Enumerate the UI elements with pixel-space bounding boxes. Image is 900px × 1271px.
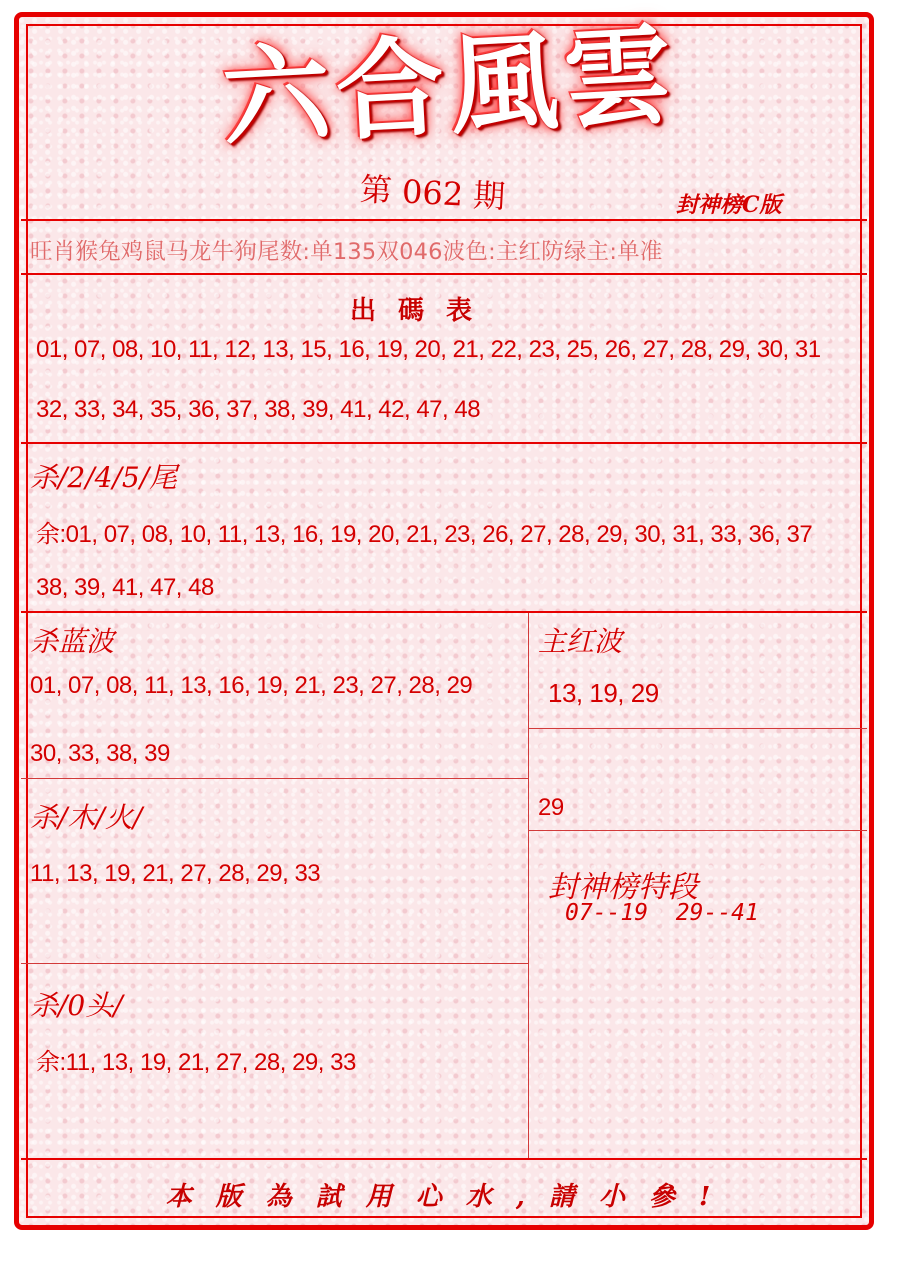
- code-table-line-1: 01, 07, 08, 10, 11, 12, 13, 15, 16, 19, 20, 21, 22, 23, 25, 26, 27, 28, 29, 30, 31: [36, 336, 821, 363]
- divider-blue: [21, 778, 528, 779]
- divider-code-table: [21, 442, 867, 444]
- code-table-title: 出碼表: [350, 296, 495, 326]
- single-value: 29: [538, 794, 564, 821]
- kill-tail-line-1: 余:01, 07, 08, 10, 11, 13, 16, 19, 20, 21, 23, 26, 27, 28, 29, 30, 31, 33, 36, 37: [36, 521, 813, 548]
- footer-note: 本版為試用心水,請小參!: [165, 1182, 735, 1212]
- main-red-heading: 主红波: [538, 625, 623, 658]
- kill-tail-line-2: 38, 39, 41, 47, 48: [36, 574, 214, 601]
- kill-zero-head-heading: 杀/0头/: [30, 989, 123, 1022]
- divider-kill-tail: [21, 611, 867, 613]
- divider-red: [529, 728, 867, 729]
- kill-blue-line-2: 30, 33, 38, 39: [30, 740, 170, 767]
- edition-label: 封神榜C版: [676, 192, 782, 218]
- divider-footer: [21, 1158, 867, 1160]
- kill-zero-head-values: 余:11, 13, 19, 21, 27, 28, 29, 33: [36, 1049, 356, 1076]
- divider-woodfire: [21, 963, 528, 964]
- period-label: 第 062 期: [359, 170, 507, 216]
- tip-line: 旺肖猴兔鸡鼠马龙牛狗尾数:单135双046波色:主红防绿主:单准: [30, 239, 663, 265]
- kill-blue-line-1: 01, 07, 08, 11, 13, 16, 19, 21, 23, 27, 28, 29: [30, 672, 473, 699]
- kill-blue-heading: 杀蓝波: [30, 625, 115, 658]
- divider-single: [529, 830, 867, 831]
- special-heading: 封神榜特段: [548, 870, 698, 905]
- kill-wood-fire-heading: 杀/木/火/: [30, 801, 143, 834]
- kill-tail-heading: 杀/2/4/5/尾: [30, 461, 178, 494]
- code-table-line-2: 32, 33, 34, 35, 36, 37, 38, 39, 41, 42, 47, 48: [36, 396, 481, 423]
- special-values: 07--19 29--41: [565, 900, 759, 926]
- divider-tipline: [21, 273, 867, 275]
- kill-wood-fire-values: 11, 13, 19, 21, 27, 28, 29, 33: [30, 860, 321, 887]
- divider-column: [528, 613, 529, 1158]
- main-red-values: 13, 19, 29: [548, 678, 659, 708]
- divider-header: [21, 219, 867, 221]
- page-title: 六合風雲: [218, 12, 681, 162]
